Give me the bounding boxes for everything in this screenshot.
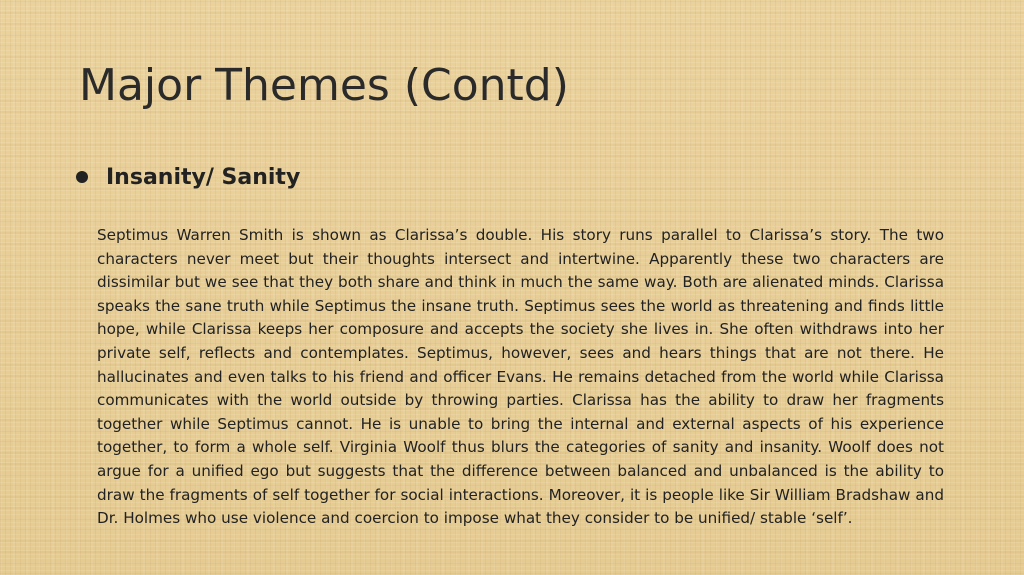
bullet-dot-icon xyxy=(76,171,88,183)
bullet-item xyxy=(76,160,300,196)
slide-title: Major Themes (Contd) xyxy=(79,60,569,111)
body-paragraph: Septimus Warren Smith is shown as Clarissa’s double. His story runs parallel to Clarissa’s story. The two characters never meet but their thoughts intersect and intertwine. Apparently these two characters are dissimilar but we see that they both share and think in much the same way. Both are alienated minds. Clarissa speaks the sane truth while Septimus the insane truth. Septimus sees the world as threatening and finds little hope, while Clarissa keeps her composure and accepts the society she lives in. She often withdraws into her private self, reflects and contemplates. Septimus, however, sees and hears things that are not there. He hallucinates and even talks to his friend and officer Evans. He remains detached from the world while Clarissa communicates with the world outside by throwing parties. Clarissa has the ability to draw her fragments together while Septimus cannot. He is unable to bring the internal and external aspects of his experience together, to form a whole self. Virginia Woolf thus blurs the categories of sanity and insanity. Woolf does not argue for a unified ego but suggests that the difference between balanced and unbalanced is the ability to draw the fragments of self together for social interactions. Moreover, it is people like Sir William Bradshaw and Dr. Holmes who use violence and coercion to impose what they consider to be unified/ stable ‘self’. xyxy=(97,226,944,528)
bullet-heading: Insanity/ Sanity xyxy=(106,165,301,190)
